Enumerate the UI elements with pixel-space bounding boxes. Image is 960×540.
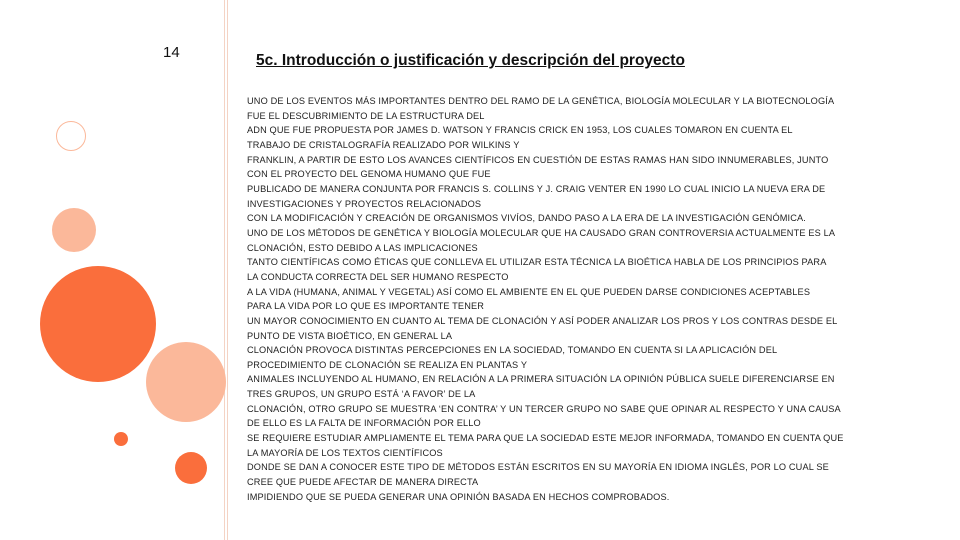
body-line: LA MAYORÍA DE LOS TEXTOS CIENTÍFICOS bbox=[247, 447, 443, 458]
body-line: A LA VIDA (HUMANA, ANIMAL Y VEGETAL) ASÍ COMO EL AMBIENTE EN EL QUE PUEDEN DARSE CONDICIONES ACEPTABLES bbox=[247, 286, 811, 297]
body-line: CREE QUE PUEDE AFECTAR DE MANERA DIRECTA bbox=[247, 477, 479, 488]
body-line: SE REQUIERE ESTUDIAR AMPLIAMENTE EL TEMA PARA QUE LA SOCIEDAD ESTE MEJOR INFORMADA, TOMANDO EN CUENTA QUE bbox=[247, 433, 844, 444]
body-line: PUNTO DE VISTA BIOÉTICO, EN GENERAL LA bbox=[247, 330, 453, 341]
decor-circle-small bbox=[52, 208, 96, 252]
slide-title: 5c. Introducción o justificación y descripción del proyecto bbox=[256, 52, 685, 69]
body-line: LA CONDUCTA CORRECTA DEL SER HUMANO RESPECTO bbox=[247, 271, 509, 282]
body-line: TRES GRUPOS, UN GRUPO ESTÁ ‘A FAVOR’ DE LA bbox=[247, 389, 476, 400]
body-line: IMPIDIENDO QUE SE PUEDA GENERAR UNA OPINIÓN BASADA EN HECHOS COMPROBADOS. bbox=[247, 491, 670, 502]
slide-number: 14 bbox=[163, 44, 180, 61]
body-line: DE ELLO ES LA FALTA DE INFORMACIÓN POR ELLO bbox=[247, 418, 481, 429]
body-line: INVESTIGACIONES Y PROYECTOS RELACIONADOS bbox=[247, 198, 482, 209]
body-line: ANIMALES INCLUYENDO AL HUMANO, EN RELACIÓN A LA PRIMERA SITUACIÓN LA OPINIÓN PÚBLICA SUELE DIFERENCIARSE EN bbox=[247, 374, 835, 385]
body-line: CON EL PROYECTO DEL GENOMA HUMANO QUE FUE bbox=[247, 169, 491, 180]
body-line: TRABAJO DE CRISTALOGRAFÍA REALIZADO POR WILKINS Y bbox=[247, 139, 520, 150]
body-line: UN MAYOR CONOCIMIENTO EN CUANTO AL TEMA DE CLONACIÓN Y ASÍ PODER ANALIZAR LOS PROS Y LOS CONTRAS DESDE EL bbox=[247, 315, 838, 326]
body-line: PROCEDIMIENTO DE CLONACIÓN SE REALIZA EN PLANTAS Y bbox=[247, 359, 528, 370]
decor-circle-large bbox=[40, 266, 156, 382]
body-line: PUBLICADO DE MANERA CONJUNTA POR FRANCIS S. COLLINS Y J. CRAIG VENTER EN 1990 LO CUAL INICIO LA NUEVA ERA DE bbox=[247, 183, 826, 194]
decor-circle-tiny bbox=[114, 432, 128, 446]
body-line: UNO DE LOS MÉTODOS DE GENÉTICA Y BIOLOGÍA MOLECULAR QUE HA CAUSADO GRAN CONTROVERSIA ACTUALMENTE ES LA bbox=[247, 227, 836, 238]
decor-circle-medium bbox=[146, 342, 226, 422]
body-text bbox=[247, 94, 887, 504]
decor-circle-outline bbox=[56, 121, 86, 151]
body-line: CLONACIÓN PROVOCA DISTINTAS PERCEPCIONES EN LA SOCIEDAD, TOMANDO EN CUENTA SI LA APLICACIÓN DEL bbox=[247, 345, 778, 356]
body-line: CON LA MODIFICACIÓN Y CREACIÓN DE ORGANISMOS VIVÍOS, DANDO PASO A LA ERA DE LA INVESTIGACIÓN GENÓMICA. bbox=[247, 213, 807, 224]
body-line: CLONACIÓN, OTRO GRUPO SE MUESTRA ‘EN CONTRA’ Y UN TERCER GRUPO NO SABE QUE OPINAR AL RESPECTO Y UNA CAUSA bbox=[247, 403, 841, 414]
body-line: ADN QUE FUE PROPUESTA POR JAMES D. WATSON Y FRANCIS CRICK EN 1953, LOS CUALES TOMARON EN CUENTA EL bbox=[247, 125, 793, 136]
decor-circle-small-2 bbox=[175, 452, 207, 484]
body-line: CLONACIÓN, ESTO DEBIDO A LAS IMPLICACIONES bbox=[247, 242, 478, 253]
body-line: FUE EL DESCUBRIMIENTO DE LA ESTRUCTURA DEL bbox=[247, 110, 485, 121]
decorative-sidebar bbox=[0, 0, 228, 540]
body-line: UNO DE LOS EVENTOS MÁS IMPORTANTES DENTRO DEL RAMO DE LA GENÉTICA, BIOLOGÍA MOLECULAR Y LA BIOTECNOLOGÍA bbox=[247, 96, 835, 106]
body-line: TANTO CIENTÍFICAS COMO ÉTICAS QUE CONLLEVA EL UTILIZAR ESTA TÉCNICA LA BIOÉTICA HABLA DE LOS PRINCIPIOS PARA bbox=[247, 257, 827, 268]
body-line: FRANKLIN, A PARTIR DE ESTO LOS AVANCES CIENTÍFICOS EN CUESTIÓN DE ESTAS RAMAS HAN SIDO INNUMERABLES, JUNTO bbox=[247, 154, 829, 165]
body-line: PARA LA VIDA POR LO QUE ES IMPORTANTE TENER bbox=[247, 301, 485, 312]
body-line: DONDE SE DAN A CONOCER ESTE TIPO DE MÉTODOS ESTÁN ESCRITOS EN SU MAYORÍA EN IDIOMA INGLÉS, POR LO CUAL SE bbox=[247, 462, 829, 473]
